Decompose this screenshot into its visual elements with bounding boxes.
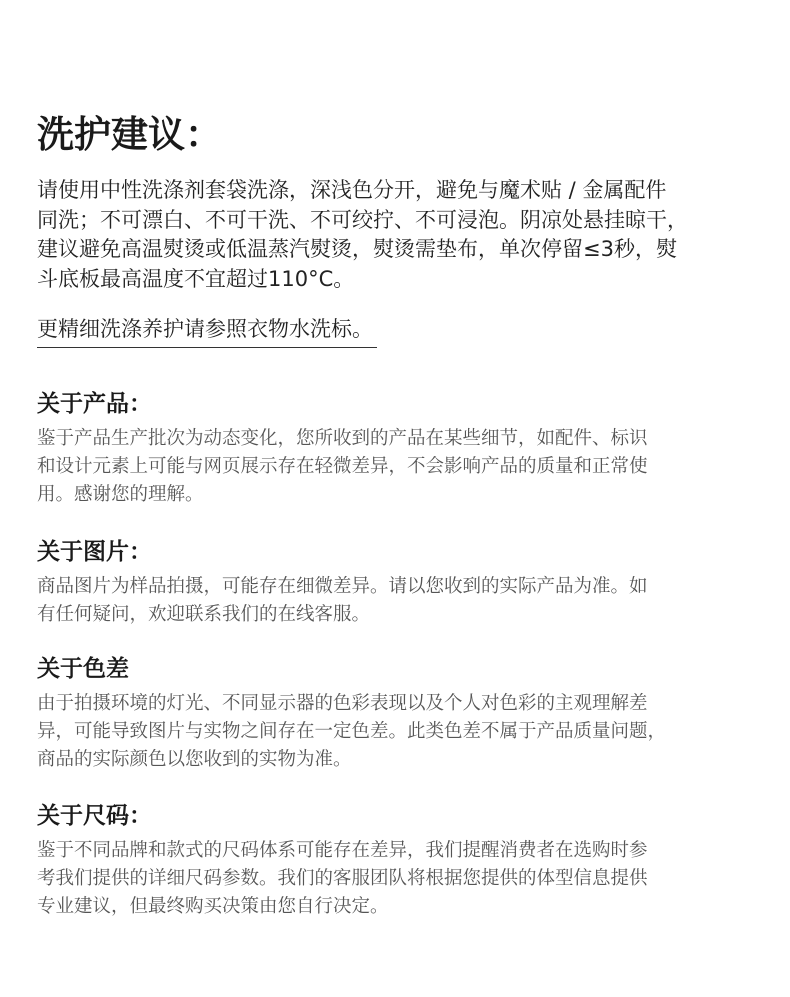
section-line: 鉴于产品生产批次为动态变化，您所收到的产品在某些细节，如配件、标识 xyxy=(37,428,648,449)
section-heading: 关于产品： xyxy=(37,391,152,417)
section-about-color-difference xyxy=(37,654,775,773)
care-label-note: 更精细洗涤养护请参照衣物水洗标。 xyxy=(37,314,377,348)
section-line: 由于拍摄环境的灯光、不同显示器的色彩表现以及个人对色彩的主观理解差 xyxy=(37,693,648,714)
section-body xyxy=(37,573,775,629)
care-line: 建议避免高温熨烫或低温蒸汽熨烫，熨烫需垫布，单次停留≤3秒，熨 xyxy=(37,237,677,261)
section-about-product xyxy=(37,389,775,508)
section-line: 异，可能导致图片与实物之间存在一定色差。此类色差不属于产品质量问题， xyxy=(37,720,667,742)
section-line: 商品图片为样品拍摄，可能存在细微差异。请以您收到的实际产品为准。如 xyxy=(37,576,648,597)
section-line: 和设计元素上可能与网页展示存在轻微差异，不会影响产品的质量和正常使 xyxy=(37,455,648,477)
care-line: 请使用中性洗涤剂套袋洗涤，深浅色分开，避免与魔术贴 / 金属配件 xyxy=(37,178,667,202)
care-title: 洗护建议： xyxy=(37,113,222,156)
care-line: 斗底板最高温度不宜超过110°C。 xyxy=(37,266,355,291)
section-body xyxy=(37,837,775,920)
care-instructions xyxy=(37,176,775,294)
section-line: 考我们提供的详细尺码参数。我们的客服团队将根据您提供的体型信息提供 xyxy=(37,867,648,889)
section-line: 鉴于不同品牌和款式的尺码体系可能存在差异，我们提醒消费者在选购时参 xyxy=(37,840,648,861)
section-heading: 关于尺码： xyxy=(37,803,152,829)
section-line: 商品的实际颜色以您收到的实物为准。 xyxy=(37,748,352,770)
section-about-images xyxy=(37,537,775,629)
care-line: 同洗；不可漂白、不可干洗、不可绞拧、不可浸泡。阴凉处悬挂晾干， xyxy=(37,207,688,232)
section-heading: 关于图片： xyxy=(37,539,152,565)
section-body xyxy=(37,690,775,773)
section-heading: 关于色差 xyxy=(37,656,129,682)
section-line: 用。感谢您的理解。 xyxy=(37,483,204,505)
section-about-sizing xyxy=(37,801,775,920)
section-line: 专业建议，但最终购买决策由您自行决定。 xyxy=(37,895,389,917)
section-line: 有任何疑问，欢迎联系我们的在线客服。 xyxy=(37,603,371,625)
section-body xyxy=(37,425,775,508)
